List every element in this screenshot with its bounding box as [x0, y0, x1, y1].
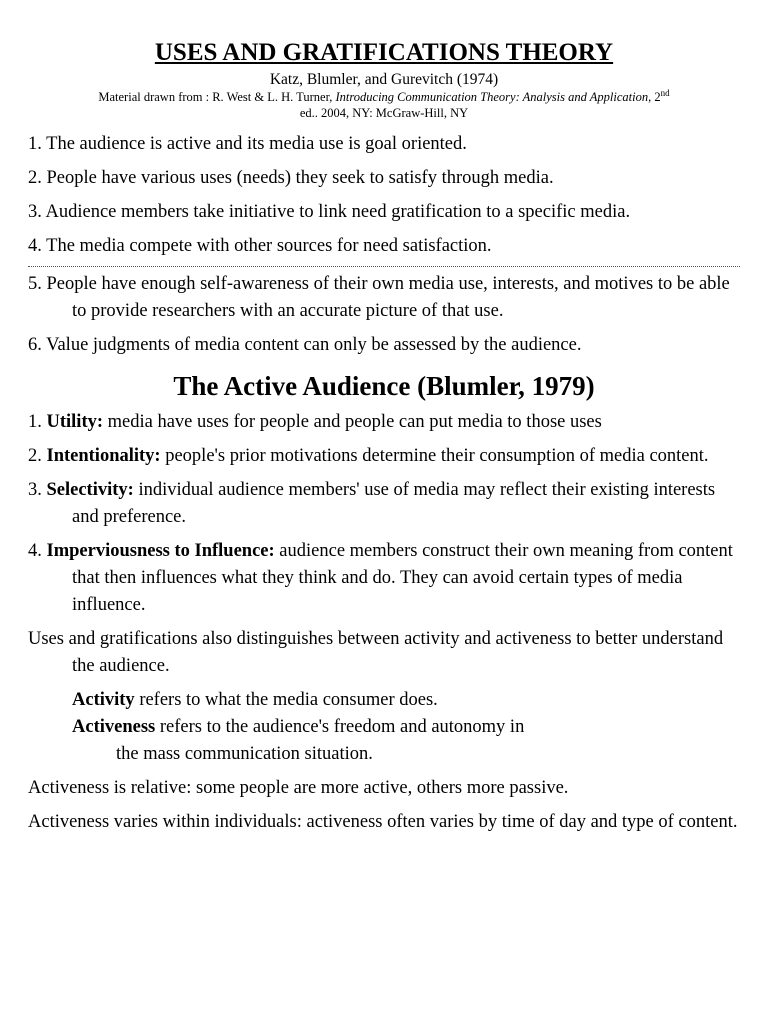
item-term: Selectivity:: [46, 480, 134, 500]
activity-definition: [72, 687, 740, 714]
activeness-text: refers to the audience's freedom and autonomy in: [155, 717, 525, 737]
activeness-definition-line2: the mass communication situation.: [116, 744, 373, 764]
page-title: USES AND GRATIFICATIONS THEORY: [154, 39, 614, 66]
activity-term: Activity: [72, 690, 135, 710]
assumption-item: 4. The media compete with other sources for need satisfaction.: [28, 236, 492, 256]
item-text: individual audience members' use of media may reflect their existing interests and preference.: [72, 480, 716, 527]
active-item-intentionality: [28, 443, 740, 470]
assumption-item: 6. Value judgments of media content can only be assessed by the audience.: [28, 335, 582, 355]
activeness-definition: [72, 714, 740, 741]
active-item-utility: [28, 409, 740, 436]
item-text: audience members construct their own meaning from content that then influences what they think and do. They can avoid certain types of media influence.: [72, 541, 733, 615]
activity-text: refers to what the media consumer does.: [134, 690, 438, 710]
item-text: media have uses for people and people can put media to those uses: [103, 412, 602, 432]
source-edition-sup: nd: [660, 87, 670, 98]
item-number: 3.: [28, 480, 47, 500]
distinguishes-paragraph: Uses and gratifications also distinguishes between activity and activeness to better understand the audience.: [28, 629, 724, 676]
item-number: 2.: [28, 446, 47, 466]
item-term: Imperviousness to Influence:: [46, 541, 275, 561]
source-prefix: Material drawn from : R. West & L. H. Turner,: [98, 90, 336, 104]
assumption-item: 2. People have various uses (needs) they seek to satisfy through media.: [28, 168, 554, 188]
active-item-selectivity: [28, 477, 740, 531]
varies-paragraph: Activeness varies within individuals: activeness often varies by time of day and type of content.: [28, 812, 738, 832]
item-text: people's prior motivations determine their consumption of media content.: [160, 446, 709, 466]
source-line2: ed.. 2004, NY: McGraw-Hill, NY: [299, 106, 469, 120]
item-number: 1.: [28, 412, 47, 432]
active-item-imperviousness: [28, 538, 740, 619]
activeness-term: Activeness: [72, 717, 156, 737]
assumption-item: 3. Audience members take initiative to link need gratification to a specific media.: [28, 202, 631, 222]
assumption-item: 5. People have enough self-awareness of their own media use, interests, and motives to be able to provide researchers with an accurate picture of that use.: [28, 274, 730, 321]
source-suffix: , 2: [648, 90, 661, 104]
assumptions-list: [28, 131, 740, 359]
relative-paragraph: Activeness is relative: some people are more active, others more passive.: [28, 778, 569, 798]
item-term: Utility:: [46, 412, 104, 432]
authors-line: Katz, Blumler, and Gurevitch (1974): [269, 71, 499, 88]
item-term: Intentionality:: [46, 446, 161, 466]
dotted-divider: [28, 266, 740, 267]
source-citation: [28, 89, 740, 121]
activity-definitions: [28, 687, 740, 768]
active-audience-list: [28, 409, 740, 836]
section-heading-active-audience: The Active Audience (Blumler, 1979): [173, 371, 595, 401]
assumption-item: 1. The audience is active and its media use is goal oriented.: [28, 134, 467, 154]
item-number: 4.: [28, 541, 47, 561]
source-book-title: Introducing Communication Theory: Analysis and Application: [335, 90, 649, 104]
